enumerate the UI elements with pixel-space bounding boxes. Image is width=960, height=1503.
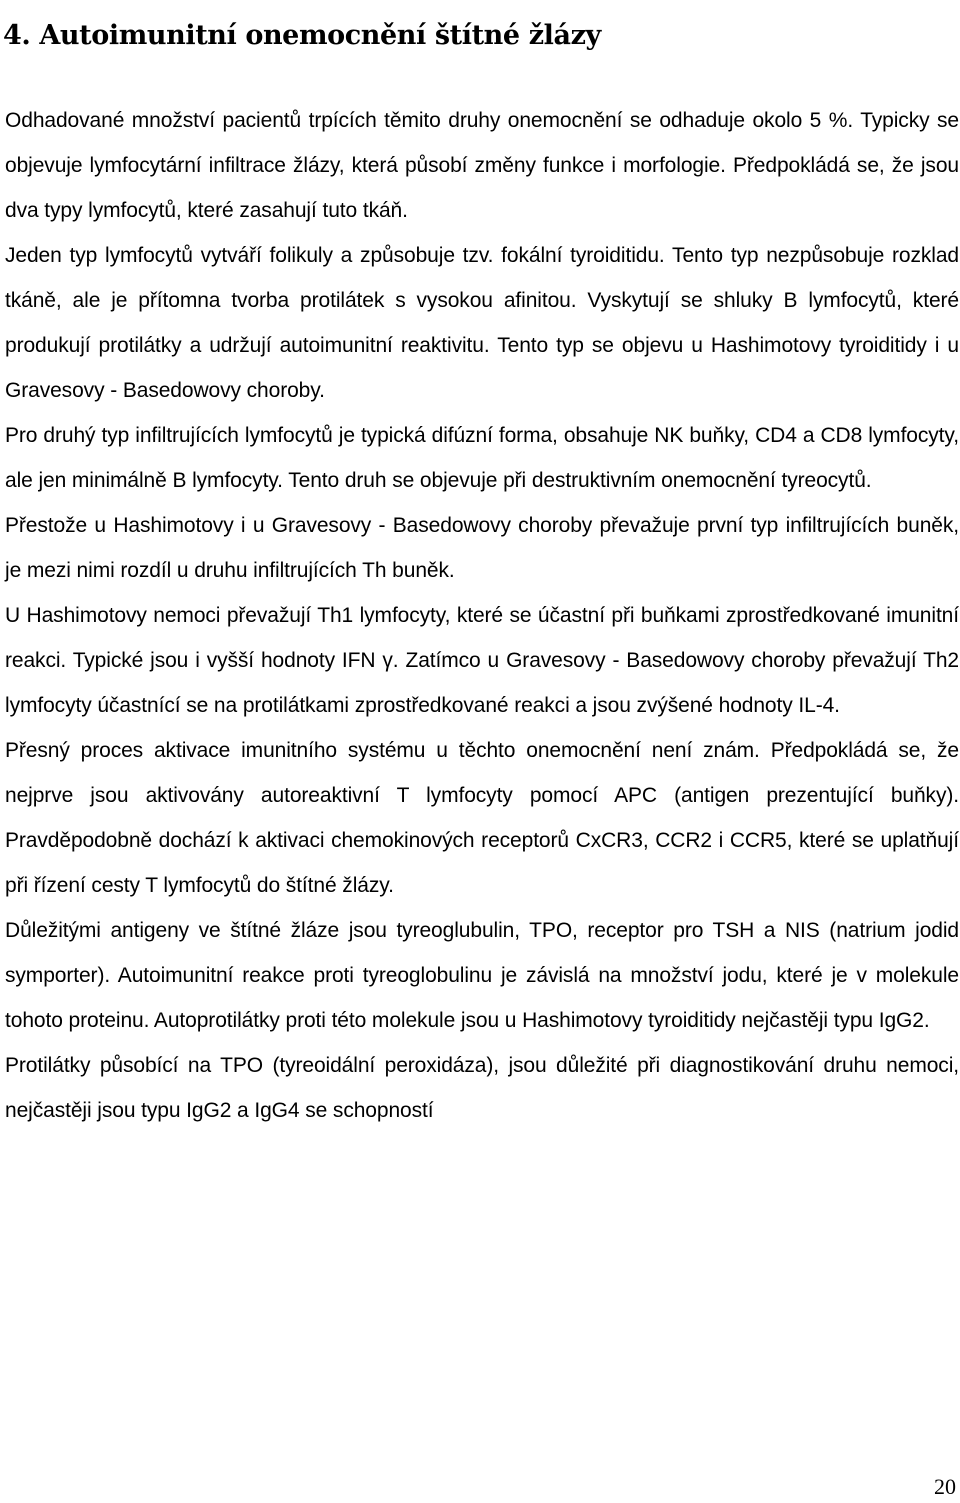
paragraph-3: Pro druhý typ infiltrujících lymfocytů je typická difúzní forma, obsahuje NK buňky, CD4 a CD8 lymfocyty, ale jen minimálně B lymfocyty. Tento druh se objevuje při destruktivním onemocnění tyreocytů.	[5, 424, 959, 492]
page-number: 20	[934, 1474, 956, 1499]
paragraph-5: U Hashimotovy nemoci převažují Th1 lymfocyty, které se účastní při buňkami zprostředkované imunitní reakci. Typické jsou i vyšší hodnoty IFN γ. Zatímco u Gravesovy - Basedowovy choroby převažují Th2 lymfocyty účastnící se na protilátkami zprostředkované reakci a jsou zvýšené hodnoty IL-4.	[5, 604, 959, 717]
section-heading: 4. Autoimunitní onemocnění štítné žlázy	[3, 20, 601, 52]
paragraph-6: Přesný proces aktivace imunitního systému u těchto onemocnění není znám. Předpokládá se, že nejprve jsou aktivovány autoreaktivní T lymfocyty pomocí APC (antigen prezentující buňky). Pravděpodobně dochází k aktivaci chemokinových receptorů CxCR3, CCR2 i CCR5, které se uplatňují při řízení cesty T lymfocytů do štítné žlázy.	[5, 739, 959, 897]
paragraph-1: Odhadované množství pacientů trpících těmito druhy onemocnění se odhaduje okolo 5 %. Typicky se objevuje lymfocytární infiltrace žlázy, která působí změny funkce i morfologie. Předpokládá se, že jsou dva typy lymfocytů, které zasahují tuto tkáň.	[5, 109, 959, 222]
paragraph-2: Jeden typ lymfocytů vytváří folikuly a způsobuje tzv. fokální tyroiditidu. Tento typ nezpůsobuje rozklad tkáně, ale je přítomna tvorba protilátek s vysokou afinitou. Vyskytují se shluky B lymfocytů, které produkují protilátky a udržují autoimunitní reaktivitu. Tento typ se objevu u Hashimotovy tyroiditidy i u Gravesovy - Basedowovy choroby.	[5, 244, 959, 402]
paragraph-4: Přestože u Hashimotovy i u Gravesovy - Basedowovy choroby převažuje první typ infiltrujících buněk, je mezi nimi rozdíl u druhu infiltrujících Th buněk.	[5, 514, 959, 582]
body-text	[5, 98, 959, 1133]
paragraph-7: Důležitými antigeny ve štítné žláze jsou tyreoglubulin, TPO, receptor pro TSH a NIS (natrium jodid symporter). Autoimunitní reakce proti tyreoglobulinu je závislá na množství jodu, které je v molekule tohoto proteinu. Autoprotilátky proti této molekule jsou u Hashimotovy tyroiditidy nejčastěji typu IgG2.	[5, 919, 959, 1032]
paragraph-8: Protilátky působící na TPO (tyreoidální peroxidáza), jsou důležité při diagnostikování druhu nemoci, nejčastěji jsou typu IgG2 a IgG4 se schopností	[5, 1054, 959, 1122]
